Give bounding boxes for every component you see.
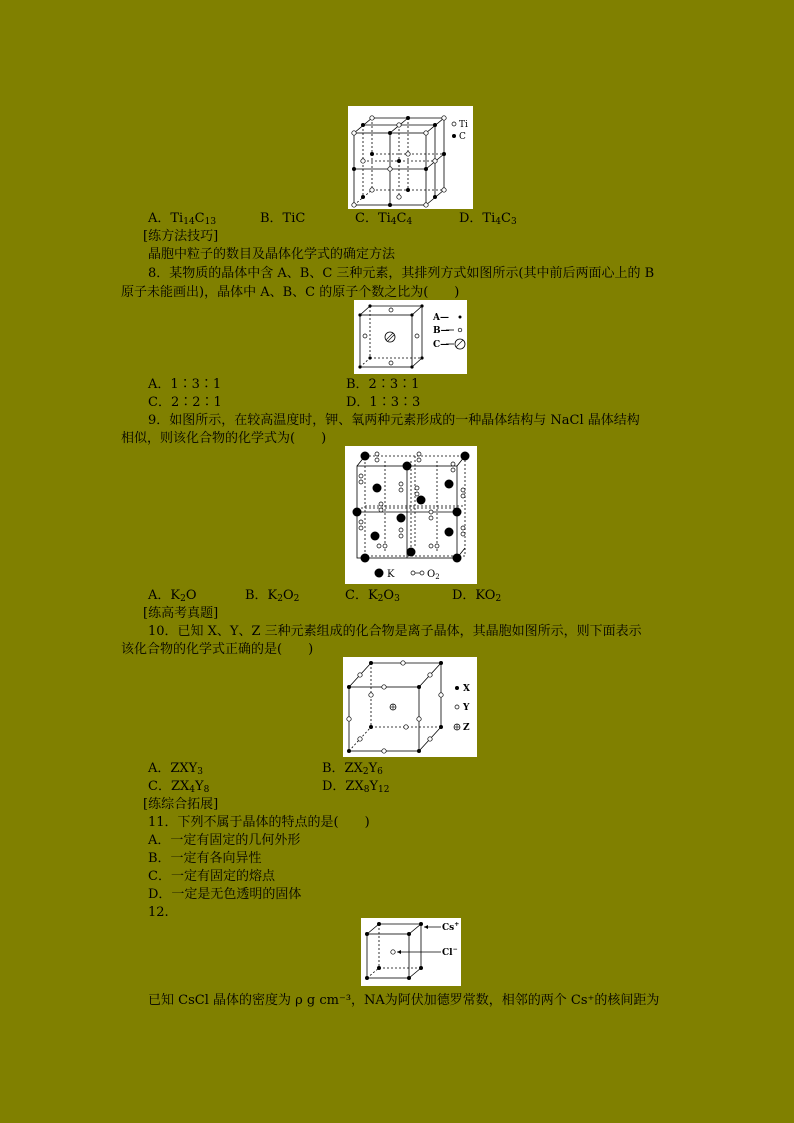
ti-c-crystal-figure <box>348 106 473 209</box>
section-method-heading: [练方法技巧] <box>143 229 219 244</box>
cscl-crystal-figure <box>361 918 461 986</box>
q8-option-d: D．1∶3∶3 <box>346 395 421 410</box>
q9-option-c: C．$K_2O_3$ <box>345 588 400 604</box>
legend-k: K <box>387 569 395 580</box>
q7-option-c: C．$Ti_4C_4$ <box>355 211 413 227</box>
q8-option-a: A．1∶3∶1 <box>148 377 222 392</box>
method-title: 晶胞中粒子的数目及晶体化学式的确定方法 <box>148 247 396 262</box>
legend-a: A— <box>433 313 449 323</box>
q7-option-a: A．$Ti_{14}C_{13}$ <box>148 211 217 227</box>
q9-stem-line1: 9．如图所示，在较高温度时，钾、氧两种元素形成的一种晶体结构与 NaCl 晶体结构 <box>148 413 640 428</box>
q11-stem: 11．下列不属于晶体的特点的是( ) <box>148 815 370 830</box>
q10-option-b: B．$ZX_2Y_6$ <box>322 761 383 777</box>
q10-option-a: A．$ZXY_3$ <box>148 761 203 777</box>
q9-option-a: A．$K_2O$ <box>148 588 197 604</box>
q9-option-b: B．$K_2O_2$ <box>245 588 300 604</box>
legend-cl: Cl− <box>442 946 458 958</box>
legend-o2: $O_2$ <box>427 569 440 581</box>
q8-option-c: C．2∶2∶1 <box>148 395 222 410</box>
xyz-crystal-figure <box>343 657 477 757</box>
q8-stem-line1: 8．某物质的晶体中含 A、B、C 三种元素，其排列方式如图所示(其中前后两面心上的 B <box>148 266 655 281</box>
q11-option-c: C．一定有固定的熔点 <box>148 869 275 884</box>
k-o2-crystal-figure <box>345 446 477 584</box>
q9-option-d: D．$KO_2$ <box>452 588 502 604</box>
q11-option-b: B．一定有各向异性 <box>148 851 262 866</box>
legend-ti: Ti <box>459 120 468 130</box>
section-gaokao-heading: [练高考真题] <box>143 606 219 621</box>
q8-option-b: B．2∶3∶1 <box>346 377 420 392</box>
abc-crystal-figure <box>354 300 467 374</box>
legend-y: Y <box>463 703 470 713</box>
legend-z: Z <box>463 723 470 733</box>
q10-option-d: D．$ZX_8Y_{12}$ <box>322 779 390 795</box>
legend-b: B— <box>433 326 450 336</box>
legend-c-atom: C— <box>433 340 450 350</box>
q11-option-a: A．一定有固定的几何外形 <box>148 833 301 848</box>
legend-cs: Cs+ <box>442 921 460 933</box>
q12-text: 已知 CsCl 晶体的密度为 ρ g cm⁻³，NA为阿伏加德罗常数，相邻的两个 Cs⁺的核间距为 <box>148 993 660 1008</box>
q10-stem-line1: 10．已知 X、Y、Z 三种元素组成的化合物是离子晶体，其晶胞如图所示，则下面表示 <box>148 624 642 639</box>
q8-stem-line2: 原子未能画出)，晶体中 A、B、C 的原子个数之比为( ) <box>121 285 460 300</box>
q10-stem-line2: 该化合物的化学式正确的是( ) <box>121 642 314 657</box>
q12-number: 12. <box>148 905 169 920</box>
legend-c: C <box>459 132 466 142</box>
legend-x: X <box>463 684 470 694</box>
q7-option-d: D．$Ti_4C_3$ <box>459 211 517 227</box>
q9-stem-line2: 相似，则该化合物的化学式为( ) <box>121 431 327 446</box>
q10-option-c: C．$ZX_4Y_8$ <box>148 779 210 795</box>
q11-option-d: D．一定是无色透明的固体 <box>148 887 302 902</box>
q7-option-b: B．TiC <box>260 211 306 226</box>
section-extend-heading: [练综合拓展] <box>143 797 219 812</box>
